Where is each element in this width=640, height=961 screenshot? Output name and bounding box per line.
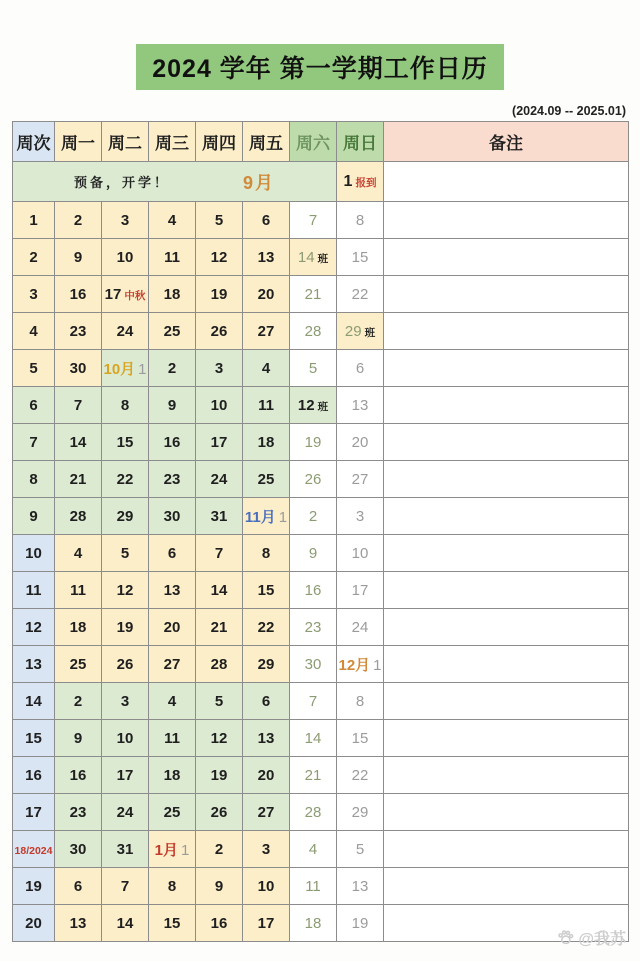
day-cell: 25 (243, 461, 290, 498)
week-number-cell: 13 (13, 646, 55, 683)
day-cell: 21 (290, 276, 337, 313)
day-cell: 6 (55, 868, 102, 905)
day-cell: 14 (102, 905, 149, 942)
week-row (13, 498, 629, 535)
day-cell: 5 (196, 683, 243, 720)
day-cell: 27 (149, 646, 196, 683)
day-cell: 24 (102, 313, 149, 350)
week-number-cell: 14 (13, 683, 55, 720)
day-cell: 13 (337, 868, 384, 905)
day-cell: 22 (337, 757, 384, 794)
day-cell: 21 (196, 609, 243, 646)
day-cell: 15 (243, 572, 290, 609)
day-cell: 3 (196, 350, 243, 387)
week-number-cell: 1 (13, 202, 55, 239)
day-cell: 8 (337, 683, 384, 720)
day-cell: 6 (337, 350, 384, 387)
day-cell: 21 (290, 757, 337, 794)
day-cell: 18 (243, 424, 290, 461)
day-cell: 11 (149, 239, 196, 276)
day-cell: 9 (290, 535, 337, 572)
week-row (13, 535, 629, 572)
week-row (13, 387, 629, 424)
week-number-cell: 16 (13, 757, 55, 794)
remark-cell (384, 868, 629, 905)
column-header: 周五 (243, 122, 290, 162)
day-cell: 4 (149, 683, 196, 720)
day-cell: 13 (55, 905, 102, 942)
day-cell: 3 (337, 498, 384, 535)
watermark-text: @我苏 (578, 931, 626, 948)
day-cell: 7 (290, 202, 337, 239)
remark-cell (384, 162, 629, 202)
paw-logo-icon (557, 929, 574, 946)
remark-cell (384, 202, 629, 239)
day-cell: 15 (337, 720, 384, 757)
day-cell: 7 (102, 868, 149, 905)
day-cell: 26 (196, 313, 243, 350)
remark-cell (384, 757, 629, 794)
day-cell: 19 (196, 757, 243, 794)
week-number-cell: 11 (13, 572, 55, 609)
day-cell: 9 (55, 720, 102, 757)
day-cell: 5 (102, 535, 149, 572)
week-row (13, 609, 629, 646)
day-cell: 28 (196, 646, 243, 683)
day-cell: 22 (243, 609, 290, 646)
column-header: 备注 (384, 122, 629, 162)
day-cell: 13 (337, 387, 384, 424)
day-cell: 12 (196, 720, 243, 757)
watermark (557, 926, 626, 949)
day-cell: 27 (243, 794, 290, 831)
day-cell: 20 (243, 757, 290, 794)
day-cell: 30 (55, 831, 102, 868)
day-cell: 26 (196, 794, 243, 831)
day-cell: 28 (290, 313, 337, 350)
day-cell: 1月 1 (149, 831, 196, 868)
day-cell: 16 (55, 276, 102, 313)
day-cell: 2 (149, 350, 196, 387)
day-cell: 4 (290, 831, 337, 868)
day-cell: 25 (55, 646, 102, 683)
week-number-cell: 6 (13, 387, 55, 424)
day-cell: 13 (149, 572, 196, 609)
day-cell: 27 (243, 313, 290, 350)
remark-cell (384, 387, 629, 424)
day-cell: 31 (102, 831, 149, 868)
remark-cell (384, 424, 629, 461)
day-cell: 14 (290, 720, 337, 757)
day-cell: 11 (290, 868, 337, 905)
day-cell: 10 (102, 239, 149, 276)
week-number-cell: 15 (13, 720, 55, 757)
month-banner-row (13, 162, 629, 202)
week-number-cell: 4 (13, 313, 55, 350)
day-cell: 24 (196, 461, 243, 498)
week-row (13, 757, 629, 794)
day-cell: 15 (149, 905, 196, 942)
day-cell: 18 (149, 757, 196, 794)
day-cell: 6 (243, 202, 290, 239)
day-cell: 13 (243, 720, 290, 757)
week-number-cell: 19 (13, 868, 55, 905)
remark-cell (384, 831, 629, 868)
day-cell: 10 (243, 868, 290, 905)
page-title: 2024 学年 第一学期工作日历 (136, 44, 504, 90)
week-row (13, 461, 629, 498)
day-cell: 5 (337, 831, 384, 868)
day-cell: 17 (102, 757, 149, 794)
day-cell: 8 (102, 387, 149, 424)
day-cell: 30 (55, 350, 102, 387)
day-cell: 25 (149, 794, 196, 831)
day-cell: 11 (55, 572, 102, 609)
day-cell: 13 (243, 239, 290, 276)
day-cell: 10 (337, 535, 384, 572)
week-number-cell: 3 (13, 276, 55, 313)
day-cell: 27 (337, 461, 384, 498)
day-cell: 10 (102, 720, 149, 757)
week-number-cell: 18/2024 (13, 831, 55, 868)
column-header: 周二 (102, 122, 149, 162)
week-number-cell: 20 (13, 905, 55, 942)
week-number-cell: 9 (13, 498, 55, 535)
day-cell: 17 (337, 572, 384, 609)
day-cell: 29 (102, 498, 149, 535)
day-cell: 16 (55, 757, 102, 794)
day-cell: 15 (102, 424, 149, 461)
day-cell: 4 (243, 350, 290, 387)
day-cell: 6 (149, 535, 196, 572)
day-cell: 22 (102, 461, 149, 498)
remark-cell (384, 535, 629, 572)
day-cell: 6 (243, 683, 290, 720)
week-number-cell: 8 (13, 461, 55, 498)
day-cell: 20 (337, 424, 384, 461)
day-cell: 28 (55, 498, 102, 535)
day-cell: 11 (149, 720, 196, 757)
week-row (13, 572, 629, 609)
day-cell: 2 (55, 683, 102, 720)
day-cell: 12月 1 (337, 646, 384, 683)
day-cell: 15 (337, 239, 384, 276)
day-cell: 7 (196, 535, 243, 572)
column-header: 周次 (13, 122, 55, 162)
week-number-cell: 7 (13, 424, 55, 461)
week-number-cell: 10 (13, 535, 55, 572)
day-cell: 29 (243, 646, 290, 683)
day-cell: 19 (196, 276, 243, 313)
day-cell: 25 (149, 313, 196, 350)
calendar-body (13, 162, 629, 942)
week-row (13, 646, 629, 683)
day-cell: 14 (196, 572, 243, 609)
day-cell: 9 (149, 387, 196, 424)
week-row (13, 350, 629, 387)
day-cell: 23 (55, 313, 102, 350)
day-cell: 19 (337, 905, 384, 942)
day-cell: 29 班 (337, 313, 384, 350)
week-row (13, 794, 629, 831)
week-row (13, 276, 629, 313)
header-row (13, 122, 629, 162)
day-cell: 5 (196, 202, 243, 239)
column-header: 周四 (196, 122, 243, 162)
remark-cell (384, 313, 629, 350)
day-cell: 23 (55, 794, 102, 831)
month-label: 9月 (243, 172, 276, 193)
day-cell: 10月 1 (102, 350, 149, 387)
column-header: 周一 (55, 122, 102, 162)
day-cell: 22 (337, 276, 384, 313)
week-number-cell: 2 (13, 239, 55, 276)
day-cell: 16 (149, 424, 196, 461)
day-cell: 21 (55, 461, 102, 498)
remark-cell (384, 646, 629, 683)
day-cell: 24 (337, 609, 384, 646)
day-cell: 11 (243, 387, 290, 424)
column-header: 周六 (290, 122, 337, 162)
day-cell: 9 (55, 239, 102, 276)
remark-cell (384, 276, 629, 313)
day-cell: 9 (196, 868, 243, 905)
day-cell: 17 (196, 424, 243, 461)
week-row (13, 683, 629, 720)
day-cell: 14 班 (290, 239, 337, 276)
day-cell: 19 (102, 609, 149, 646)
calendar-table (12, 121, 629, 942)
day-cell: 20 (149, 609, 196, 646)
day-cell: 30 (290, 646, 337, 683)
day-cell: 4 (55, 535, 102, 572)
week-row (13, 831, 629, 868)
day-cell: 24 (102, 794, 149, 831)
day-cell: 12 (196, 239, 243, 276)
week-row (13, 868, 629, 905)
week-number-cell: 17 (13, 794, 55, 831)
day-cell: 8 (149, 868, 196, 905)
day-cell: 30 (149, 498, 196, 535)
week-row (13, 239, 629, 276)
week-row (13, 720, 629, 757)
remark-cell (384, 609, 629, 646)
remark-cell (384, 239, 629, 276)
remark-cell (384, 498, 629, 535)
week-number-cell: 12 (13, 609, 55, 646)
day-cell: 26 (290, 461, 337, 498)
date-range: (2024.09 -- 2025.01) (512, 104, 626, 118)
month-banner-cell (13, 162, 337, 202)
day-cell: 4 (149, 202, 196, 239)
week-row (13, 424, 629, 461)
day-cell: 8 (337, 202, 384, 239)
day-cell: 12 (102, 572, 149, 609)
week-row (13, 313, 629, 350)
day-cell: 2 (196, 831, 243, 868)
week-number-cell: 5 (13, 350, 55, 387)
day-cell: 14 (55, 424, 102, 461)
day-cell: 12 班 (290, 387, 337, 424)
semester-start-note: 预备，开学！ (73, 175, 170, 190)
day-cell: 23 (290, 609, 337, 646)
remark-cell (384, 572, 629, 609)
day-cell: 26 (102, 646, 149, 683)
day-cell: 18 (149, 276, 196, 313)
day-cell: 19 (290, 424, 337, 461)
day-cell: 17 中秋 (102, 276, 149, 313)
day-cell: 8 (243, 535, 290, 572)
day-cell: 3 (243, 831, 290, 868)
day-cell: 10 (196, 387, 243, 424)
day-cell: 31 (196, 498, 243, 535)
remark-cell (384, 720, 629, 757)
day-cell: 23 (149, 461, 196, 498)
day-cell: 3 (102, 202, 149, 239)
remark-cell (384, 350, 629, 387)
day-cell: 18 (55, 609, 102, 646)
day-cell: 17 (243, 905, 290, 942)
remark-cell (384, 794, 629, 831)
day-cell: 3 (102, 683, 149, 720)
title-bar (0, 0, 640, 90)
day-cell: 11月 1 (243, 498, 290, 535)
day-cell: 2 (55, 202, 102, 239)
day-cell: 5 (290, 350, 337, 387)
day-cell: 2 (290, 498, 337, 535)
remark-cell (384, 683, 629, 720)
day-cell: 16 (196, 905, 243, 942)
day-cell: 18 (290, 905, 337, 942)
week-row (13, 202, 629, 239)
day-cell: 29 (337, 794, 384, 831)
day-cell: 20 (243, 276, 290, 313)
column-header: 周日 (337, 122, 384, 162)
registration-day-cell: 1 报到 (337, 162, 384, 202)
day-cell: 28 (290, 794, 337, 831)
week-row (13, 905, 629, 942)
day-cell: 16 (290, 572, 337, 609)
remark-cell (384, 461, 629, 498)
calendar-header (13, 122, 629, 162)
day-cell: 7 (55, 387, 102, 424)
column-header: 周三 (149, 122, 196, 162)
day-cell: 7 (290, 683, 337, 720)
